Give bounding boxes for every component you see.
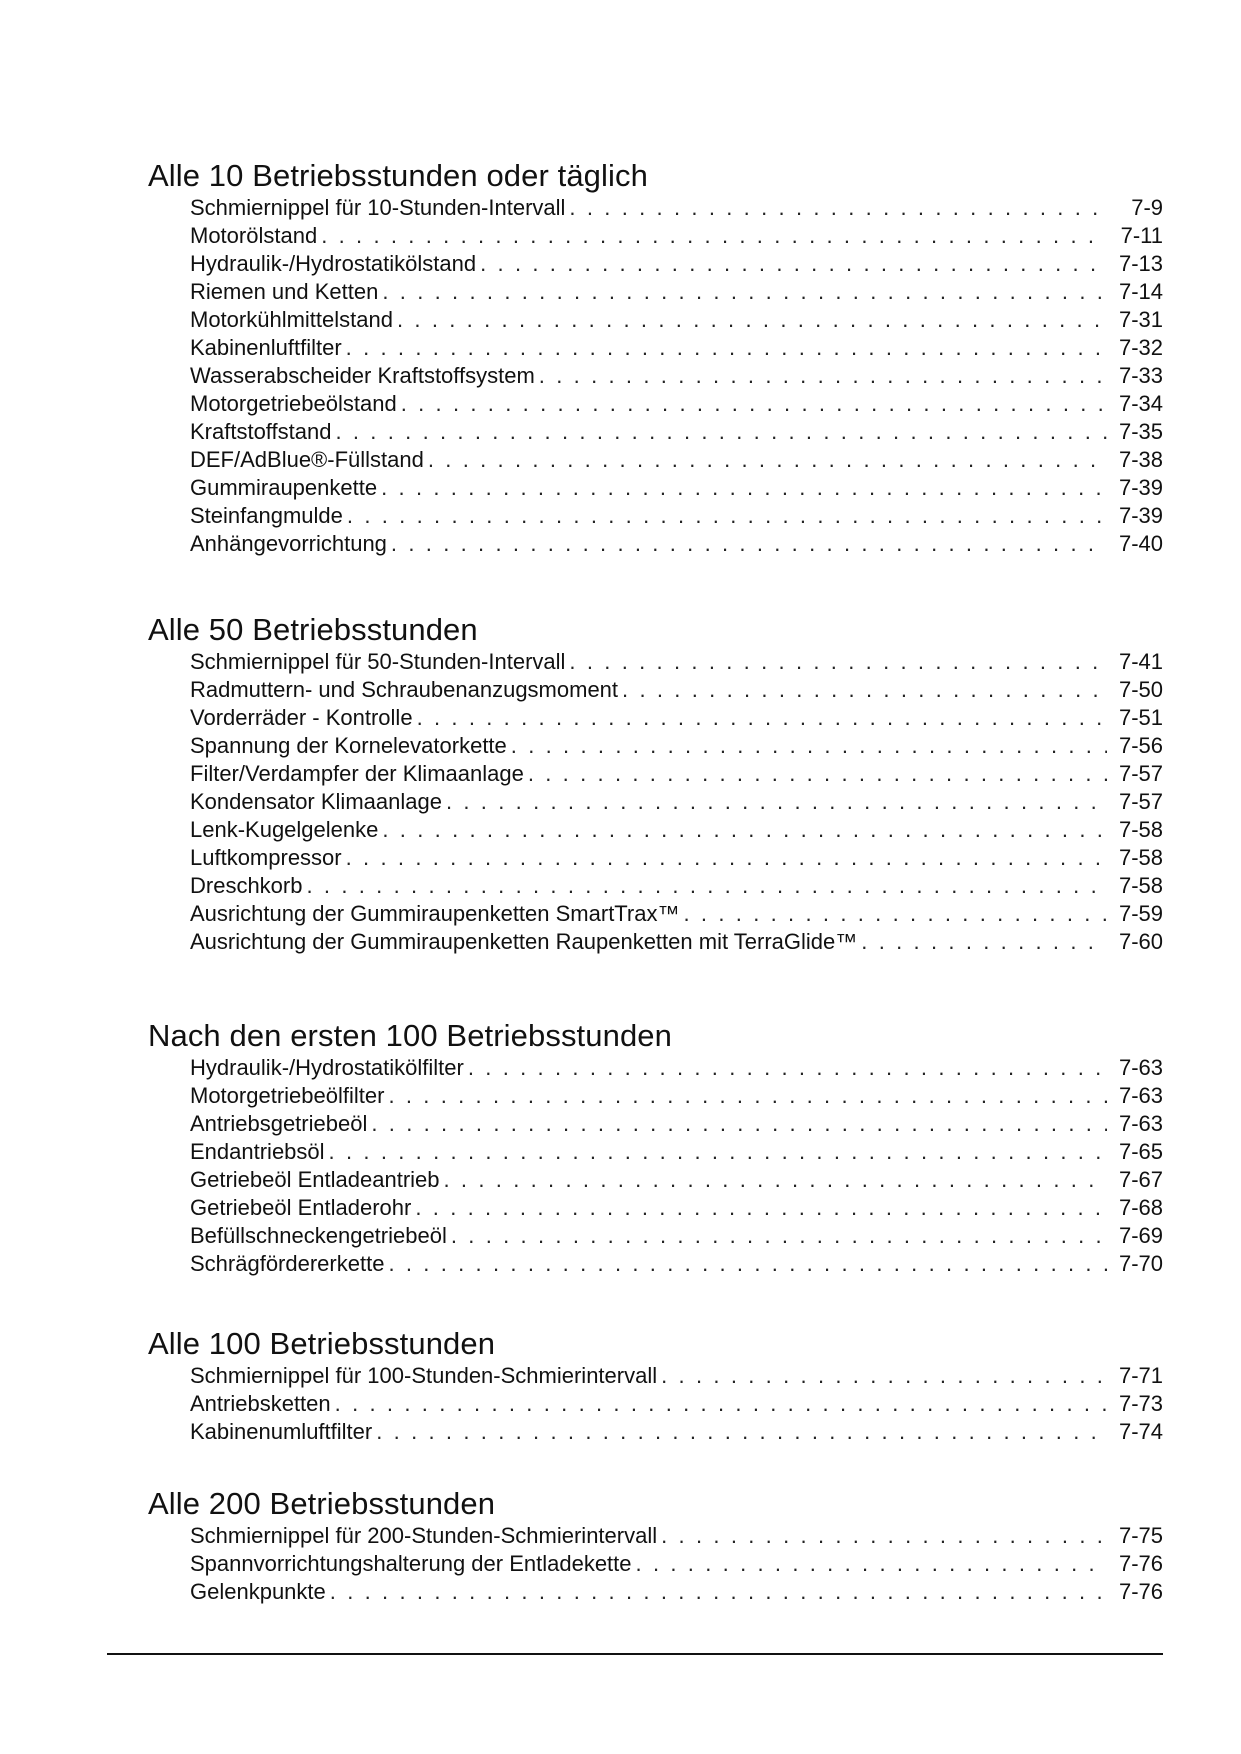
- toc-entry[interactable]: [190, 760, 1163, 788]
- dot-leader: [321, 222, 1107, 250]
- dot-leader: [415, 1194, 1107, 1222]
- toc-entry[interactable]: [190, 1250, 1163, 1278]
- toc-entry[interactable]: [190, 1166, 1163, 1194]
- toc-entry[interactable]: [190, 676, 1163, 704]
- dot-leader: [346, 844, 1107, 872]
- entry-label: Getriebeöl Entladerohr: [190, 1195, 412, 1220]
- dot-leader: [382, 816, 1107, 844]
- toc-entry[interactable]: [190, 872, 1163, 900]
- entry-page: 7-38: [1118, 447, 1163, 472]
- entry-label: Lenk-Kugelgelenke: [190, 817, 379, 842]
- toc-entry[interactable]: [190, 1082, 1163, 1110]
- entry-page: 7-33: [1118, 363, 1163, 388]
- section-title: Alle 100 Betriebsstunden: [148, 1326, 496, 1361]
- dot-leader: [335, 1390, 1107, 1418]
- entry-page: 7-40: [1118, 531, 1163, 556]
- toc-entry[interactable]: [190, 306, 1163, 334]
- entry-label: Luftkompressor: [190, 845, 342, 870]
- entry-page: 7-76: [1118, 1579, 1163, 1604]
- entry-page: 7-39: [1118, 503, 1163, 528]
- dot-leader: [335, 418, 1107, 446]
- entry-page: 7-39: [1118, 475, 1163, 500]
- entry-page: 7-71: [1118, 1363, 1163, 1388]
- toc-entry[interactable]: [190, 1578, 1163, 1606]
- toc-entry[interactable]: [190, 194, 1163, 222]
- toc-entry[interactable]: [190, 1054, 1163, 1082]
- dot-leader: [388, 1250, 1107, 1278]
- dot-leader: [511, 732, 1107, 760]
- entry-page: 7-57: [1118, 789, 1163, 814]
- dot-leader: [417, 704, 1107, 732]
- entry-list: [148, 1362, 1163, 1446]
- entry-page: 7-63: [1118, 1111, 1163, 1136]
- entry-label: Steinfangmulde: [190, 503, 343, 528]
- dot-leader: [391, 530, 1107, 558]
- section-title: Alle 50 Betriebsstunden: [148, 612, 478, 647]
- entry-page: 7-74: [1118, 1419, 1163, 1444]
- toc-entry[interactable]: [190, 648, 1163, 676]
- footer-divider: [107, 1653, 1163, 1655]
- entry-label: DEF/AdBlue®-Füllstand: [190, 447, 424, 472]
- toc-entry[interactable]: [190, 474, 1163, 502]
- toc-entry[interactable]: [190, 1362, 1163, 1390]
- entry-page: 7-9: [1131, 195, 1163, 220]
- toc-section-first-100h: [148, 1018, 1163, 1278]
- entry-page: 7-65: [1118, 1139, 1163, 1164]
- dot-leader: [346, 334, 1107, 362]
- toc-entry[interactable]: [190, 844, 1163, 872]
- toc-entry[interactable]: [190, 788, 1163, 816]
- entry-label: Befüllschneckengetriebeöl: [190, 1223, 447, 1248]
- entry-label: Dreschkorb: [190, 873, 303, 898]
- entry-list: [148, 1054, 1163, 1278]
- entry-page: 7-14: [1118, 279, 1163, 304]
- entry-page: 7-63: [1118, 1083, 1163, 1108]
- entry-label: Radmuttern- und Schraubenanzugsmoment: [190, 677, 619, 702]
- entry-page: 7-50: [1118, 677, 1163, 702]
- entry-page: 7-58: [1118, 873, 1163, 898]
- dot-leader: [622, 676, 1107, 704]
- dot-leader: [388, 1082, 1107, 1110]
- dot-leader: [401, 390, 1107, 418]
- toc-entry[interactable]: [190, 704, 1163, 732]
- toc-entry[interactable]: [190, 1550, 1163, 1578]
- dot-leader: [330, 1578, 1107, 1606]
- entry-label: Vorderräder - Kontrolle: [190, 705, 413, 730]
- dot-leader: [347, 502, 1107, 530]
- entry-label: Spannvorrichtungshalterung der Entladekette: [190, 1551, 632, 1576]
- toc-entry[interactable]: [190, 502, 1163, 530]
- toc-section-200h: [148, 1486, 1163, 1606]
- entry-page: 7-51: [1118, 705, 1163, 730]
- entry-label: Schmiernippel für 100-Stunden-Schmierintervall: [190, 1363, 658, 1388]
- entry-label: Hydraulik-/Hydrostatikölstand: [190, 251, 477, 276]
- toc-entry[interactable]: [190, 1138, 1163, 1166]
- entry-label: Antriebsgetriebeöl: [190, 1111, 368, 1136]
- dot-leader: [684, 900, 1108, 928]
- entry-label: Getriebeöl Entladeantrieb: [190, 1167, 440, 1192]
- entry-label: Motorgetriebeölfilter: [190, 1083, 385, 1108]
- dot-leader: [569, 648, 1107, 676]
- entry-label: Filter/Verdampfer der Klimaanlage: [190, 761, 524, 786]
- toc-entry[interactable]: [190, 1522, 1163, 1550]
- entry-list: [148, 194, 1163, 558]
- toc-entry[interactable]: [190, 1194, 1163, 1222]
- entry-label: Kondensator Klimaanlage: [190, 789, 442, 814]
- entry-label: Spannung der Kornelevatorkette: [190, 733, 507, 758]
- entry-page: 7-11: [1120, 223, 1163, 248]
- entry-list: [148, 648, 1163, 956]
- entry-label: Motorkühlmittelstand: [190, 307, 393, 332]
- entry-page: 7-58: [1118, 845, 1163, 870]
- toc-entry[interactable]: [190, 732, 1163, 760]
- toc-entry[interactable]: [190, 530, 1163, 558]
- toc-entry[interactable]: [190, 1390, 1163, 1418]
- entry-page: 7-34: [1118, 391, 1163, 416]
- dot-leader: [861, 928, 1107, 956]
- toc-entry[interactable]: [190, 334, 1163, 362]
- dot-leader: [636, 1550, 1107, 1578]
- toc-entry[interactable]: [190, 222, 1163, 250]
- entry-page: 7-69: [1118, 1223, 1163, 1248]
- toc-entry[interactable]: [190, 446, 1163, 474]
- dot-leader: [376, 1418, 1107, 1446]
- dot-leader: [480, 250, 1107, 278]
- entry-label: Kraftstoffstand: [190, 419, 332, 444]
- entry-page: 7-63: [1118, 1055, 1163, 1080]
- dot-leader: [528, 760, 1107, 788]
- toc-entry[interactable]: [190, 1222, 1163, 1250]
- entry-label: Anhängevorrichtung: [190, 531, 387, 556]
- dot-leader: [661, 1522, 1107, 1550]
- toc-entry[interactable]: [190, 928, 1163, 956]
- entry-page: 7-31: [1118, 307, 1163, 332]
- entry-page: 7-73: [1118, 1391, 1163, 1416]
- entry-page: 7-75: [1118, 1523, 1163, 1548]
- dot-leader: [371, 1110, 1107, 1138]
- entry-page: 7-58: [1118, 817, 1163, 842]
- entry-label: Motorölstand: [190, 223, 318, 248]
- entry-label: Endantriebsöl: [190, 1139, 325, 1164]
- dot-leader: [451, 1222, 1107, 1250]
- dot-leader: [444, 1166, 1108, 1194]
- entry-label: Wasserabscheider Kraftstoffsystem: [190, 363, 535, 388]
- toc-entry[interactable]: [190, 362, 1163, 390]
- entry-label: Gelenkpunkte: [190, 1579, 326, 1604]
- entry-page: 7-32: [1118, 335, 1163, 360]
- entry-page: 7-68: [1118, 1195, 1163, 1220]
- entry-label: Gummiraupenkette: [190, 475, 378, 500]
- entry-label: Riemen und Ketten: [190, 279, 379, 304]
- entry-label: Ausrichtung der Gummiraupenketten SmartTrax™: [190, 901, 680, 926]
- dot-leader: [428, 446, 1107, 474]
- dot-leader: [382, 278, 1107, 306]
- section-title: Alle 10 Betriebsstunden oder täglich: [148, 158, 648, 193]
- dot-leader: [539, 362, 1107, 390]
- entry-page: 7-60: [1118, 929, 1163, 954]
- entry-label: Schmiernippel für 50-Stunden-Intervall: [190, 649, 566, 674]
- entry-page: 7-57: [1118, 761, 1163, 786]
- toc-entry[interactable]: [190, 816, 1163, 844]
- toc-entry[interactable]: [190, 1418, 1163, 1446]
- dot-leader: [468, 1054, 1107, 1082]
- toc-entry[interactable]: [190, 278, 1163, 306]
- entry-label: Hydraulik-/Hydrostatikölfilter: [190, 1055, 464, 1080]
- section-title: Nach den ersten 100 Betriebsstunden: [148, 1018, 672, 1053]
- dot-leader: [381, 474, 1107, 502]
- entry-label: Kabinenluftfilter: [190, 335, 342, 360]
- toc-section-10h: [148, 158, 1163, 558]
- entry-page: 7-70: [1118, 1251, 1163, 1276]
- dot-leader: [569, 194, 1107, 222]
- entry-page: 7-35: [1118, 419, 1163, 444]
- entry-label: Schmiernippel für 200-Stunden-Schmierintervall: [190, 1523, 658, 1548]
- entry-page: 7-67: [1118, 1167, 1163, 1192]
- toc-section-100h: [148, 1326, 1163, 1446]
- entry-label: Antriebsketten: [190, 1391, 331, 1416]
- section-title: Alle 200 Betriebsstunden: [148, 1486, 496, 1521]
- toc-entry[interactable]: [190, 1110, 1163, 1138]
- entry-page: 7-56: [1118, 733, 1163, 758]
- dot-leader: [329, 1138, 1107, 1166]
- entry-page: 7-41: [1118, 649, 1163, 674]
- dot-leader: [446, 788, 1107, 816]
- entry-label: Motorgetriebeölstand: [190, 391, 397, 416]
- entry-page: 7-76: [1118, 1551, 1163, 1576]
- dot-leader: [661, 1362, 1107, 1390]
- entry-label: Kabinenumluftfilter: [190, 1419, 373, 1444]
- entry-page: 7-59: [1118, 901, 1163, 926]
- entry-page: 7-13: [1118, 251, 1163, 276]
- dot-leader: [306, 872, 1107, 900]
- entry-label: Schmiernippel für 10-Stunden-Intervall: [190, 195, 566, 220]
- entry-label: Ausrichtung der Gummiraupenketten Raupenketten mit TerraGlide™: [190, 929, 858, 954]
- toc-section-50h: [148, 612, 1163, 956]
- toc-entry[interactable]: [190, 900, 1163, 928]
- toc-entry[interactable]: [190, 250, 1163, 278]
- dot-leader: [397, 306, 1107, 334]
- entry-list: [148, 1522, 1163, 1606]
- toc-entry[interactable]: [190, 390, 1163, 418]
- toc-entry[interactable]: [190, 418, 1163, 446]
- entry-label: Schrägfördererkette: [190, 1251, 385, 1276]
